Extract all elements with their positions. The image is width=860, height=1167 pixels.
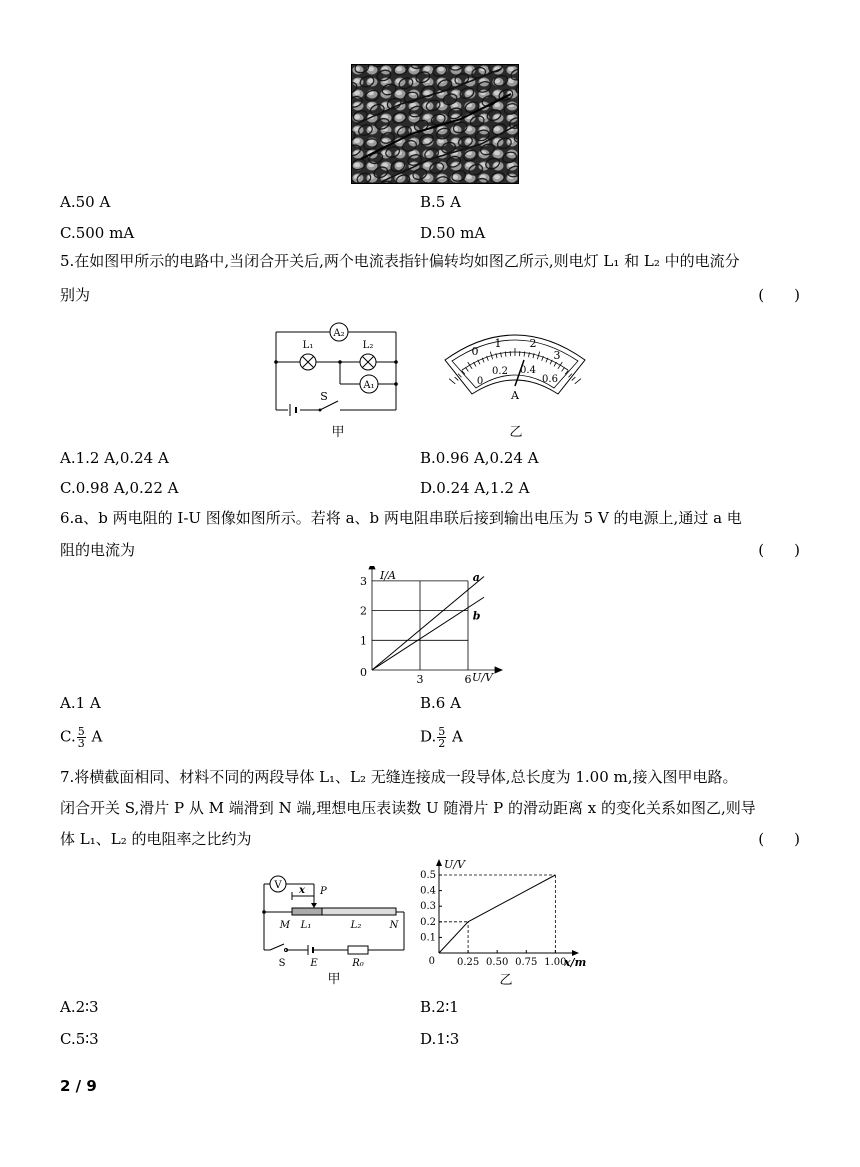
q6-option-d-unit: A	[452, 727, 463, 746]
dial-inner-tick-2: 0.4	[520, 365, 536, 376]
q6-option-c-den: 3	[77, 737, 85, 750]
fig-yi-label: 乙	[499, 973, 513, 988]
ammeter-a2-label: A₂	[333, 328, 345, 339]
voltmeter-v-label: V	[274, 880, 282, 891]
dial-tick	[449, 379, 455, 384]
dial-tick	[562, 367, 565, 371]
q5-option-d: D.0.24 A,1.2 A	[420, 479, 530, 497]
iu-x-arrow	[495, 667, 502, 673]
ux-x-tick: 0.25	[456, 957, 480, 968]
q6-iu-chart	[340, 566, 510, 688]
lamp-l2-label: L₂	[362, 340, 374, 351]
fig-jia-label: 甲	[331, 425, 345, 440]
q5-option-b: B.0.96 A,0.24 A	[420, 449, 539, 467]
q4-option-a: A.50 A	[60, 193, 111, 211]
dial-inner-tick-3: 0.6	[542, 374, 558, 385]
switch-s-label: S	[278, 958, 286, 969]
q6-option-d-den: 2	[438, 737, 446, 750]
q5-option-c: C.0.98 A,0.22 A	[60, 479, 179, 497]
iu-x-axis-label: U/V	[472, 671, 493, 684]
ux-y-tick: 0.5	[420, 870, 436, 881]
q6-stem-line1: 6.a、b 两电阻的 I-U 图像如图所示。若将 a、b 两电阻串联后接到输出电压为 5 V 的电源上,通过 a 电	[60, 509, 742, 527]
dial-outer-tick-0: 0	[471, 345, 479, 358]
q4-option-b: B.5 A	[420, 193, 461, 211]
q7-stem-line2: 闭合开关 S,滑片 P 从 M 端滑到 N 端,理想电压表读数 U 随滑片 P 的滑动距离 x 的变化关系如图乙,则导	[60, 799, 756, 817]
dial-tick	[465, 367, 468, 371]
page-number: 2 / 9	[60, 1077, 97, 1095]
distance-x-label: x	[299, 885, 305, 896]
ux-y-tick: 0.4	[420, 885, 436, 897]
q6-option-b: B.6 A	[420, 694, 461, 712]
q7-option-d: D.1∶3	[420, 1030, 460, 1048]
q7-option-a: A.2∶3	[60, 998, 99, 1016]
dial-tick	[455, 377, 459, 380]
slider-p-label: P	[320, 886, 327, 897]
iu-series-line-b	[372, 597, 484, 670]
iu-y-arrow	[369, 566, 375, 569]
dial-tick	[575, 379, 581, 384]
dial-outer-tick-1: 1	[494, 337, 502, 350]
ux-y-tick: 0.3	[420, 901, 436, 913]
q7-stem-line3: 体 L₁、L₂ 的电阻率之比约为	[60, 830, 252, 848]
ux-x-tick: 0.75	[515, 957, 538, 968]
q5-ammeter-dial	[440, 322, 590, 442]
dial-unit-label: A	[511, 389, 519, 402]
ux-y-axis-label: U/V	[444, 858, 465, 871]
iu-y-axis-label: I/A	[380, 569, 396, 582]
dial-outer-tick-2: 2	[529, 337, 537, 350]
q5-answer-paren: ( )	[758, 286, 800, 304]
ux-y-tick: 0.1	[420, 932, 436, 944]
ux-data-line	[439, 875, 555, 953]
q6-option-a: A.1 A	[60, 694, 101, 712]
q5-option-a: A.1.2 A,0.24 A	[60, 449, 169, 467]
q7-option-c: C.5∶3	[60, 1030, 99, 1048]
q7-ux-chart	[418, 856, 590, 990]
q6-option-d-prefix: D.	[420, 727, 437, 746]
fig-jia-label: 甲	[327, 972, 341, 987]
q5-circuit-diagram	[268, 312, 408, 442]
end-n-label: N	[389, 920, 399, 931]
ux-y-arrow	[436, 859, 442, 866]
conductor-l2-label: L₂	[350, 920, 362, 931]
q6-option-d	[420, 726, 463, 749]
q6-option-c-fraction	[77, 726, 86, 749]
q6-option-c	[60, 726, 102, 749]
ux-origin-label: 0	[428, 956, 435, 967]
iu-x-tick: 3	[416, 673, 424, 686]
ux-x-tick: 1.00	[544, 957, 567, 968]
lamp-l1-label: L₁	[302, 340, 314, 351]
end-m-label: M	[279, 920, 290, 931]
dial-inner-tick-0: 0	[476, 376, 484, 387]
q6-option-c-num: 5	[77, 725, 85, 738]
iu-y-tick: 2	[360, 604, 367, 618]
source-e-label: E	[310, 958, 318, 969]
q4-option-c: C.500 mA	[60, 224, 135, 242]
q4-option-d: D.50 mA	[420, 224, 486, 242]
dial-outer-tick-3: 3	[553, 349, 561, 362]
iu-origin-label: 0	[360, 666, 367, 679]
iu-series-label-b: b	[472, 609, 481, 623]
iu-x-tick: 6	[464, 673, 472, 686]
q7-answer-paren: ( )	[758, 830, 800, 848]
dial-tick	[572, 377, 576, 380]
q5-stem-line2: 别为	[60, 286, 91, 304]
conductor-l1-label: L₁	[300, 920, 312, 931]
q6-option-d-fraction	[437, 726, 446, 749]
microscope-photo	[351, 64, 519, 184]
ux-y-tick: 0.2	[420, 916, 436, 928]
iu-y-tick: 3	[360, 574, 367, 588]
switch-s-label: S	[320, 390, 328, 403]
ammeter-a1-label: A₁	[363, 380, 375, 391]
ux-x-axis-label: x/m	[564, 956, 587, 969]
iu-y-tick: 1	[360, 634, 367, 648]
q7-stem-line1: 7.将横截面相同、材料不同的两段导体 L₁、L₂ 无缝连接成一段导体,总长度为 1.00 m,接入图甲电路。	[60, 768, 738, 786]
ux-x-tick: 0.50	[486, 957, 509, 968]
q7-circuit-diagram	[256, 870, 416, 990]
q5-stem-line1: 5.在如图甲所示的电路中,当闭合开关后,两个电流表指针偏转均如图乙所示,则电灯 L₁ 和 L₂ 中的电流分	[60, 252, 740, 270]
iu-series-label-a: a	[472, 570, 480, 584]
q6-stem-line2: 阻的电流为	[60, 541, 136, 559]
iu-series-line-a	[372, 576, 484, 670]
resistor-r0-label: R₀	[352, 958, 364, 969]
fig-yi-label: 乙	[509, 425, 523, 440]
q6-option-c-unit: A	[91, 727, 103, 746]
q6-option-d-num: 5	[438, 725, 446, 738]
q6-option-c-prefix: C.	[60, 727, 76, 746]
dial-inner-tick-1: 0.2	[492, 366, 508, 377]
q7-option-b: B.2∶1	[420, 998, 459, 1016]
q6-answer-paren: ( )	[758, 541, 800, 559]
